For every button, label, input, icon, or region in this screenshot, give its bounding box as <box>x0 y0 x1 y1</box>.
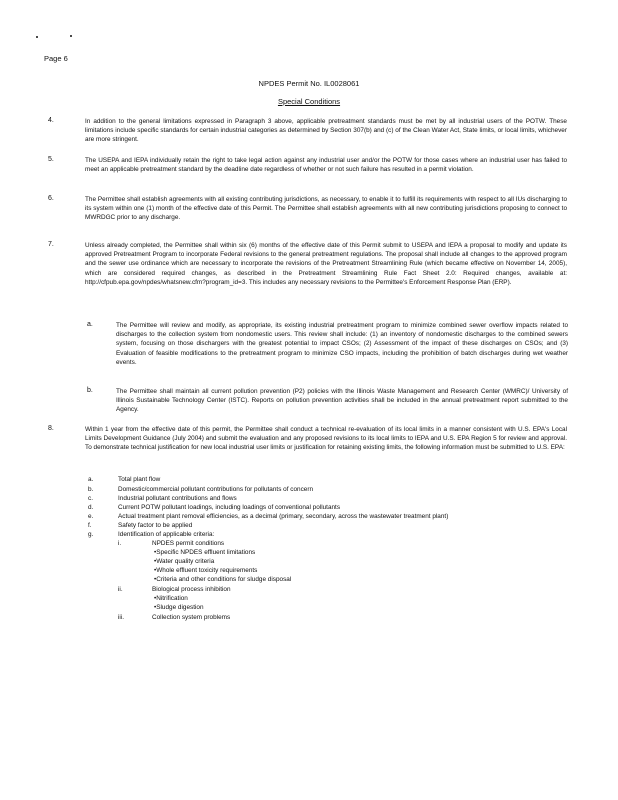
criteria-item: Collection system problems <box>152 614 231 621</box>
paragraph-number: 5. <box>48 156 54 163</box>
bullet-item: •Water quality criteria <box>154 558 215 565</box>
paragraph-number: 6. <box>48 195 54 202</box>
list-letter: d. <box>88 504 94 511</box>
paragraph-text: Within 1 year from the effective date of this permit, the Permittee shall conduct a technical re-evaluation of its local limits in a manner consistent with U.S. EPA's Local Limits Development Guidance (July 2004) and submit the evaluation and any proposed revisions to its local limits to IEPA and U.S. EPA Region 5 for review and approval. To demonstrate technical justification for new local industrial user limits or justification for retaining existing limits, the following information must be submitted to U.S. EPA: <box>85 426 567 452</box>
paragraph-text: Unless already completed, the Permittee shall within six (6) months of the effective date of this Permit submit to USEPA and IEPA a proposal to modify and update its approved Pretreatment Program to incorporate Federal revisions to the general pretreatment regulations. The proposal shall include all changes to the approved program and the sewer use ordinance which are necessary to incorporate the revisions of the Pretreatment Streamlining Rule (which became effective on November 14, 2005), which are considered required changes, as described in the Pretreatment Streamlining Rule Fact Sheet 2.0: Required changes, available at: http://cfpub.epa.gov/npdes/whatsnew.cfm?program_id=3. This includes any necessary revisions to the Permittee's Enforcement Response Plan (ERP). <box>85 242 567 286</box>
bullet-item: •Nitrification <box>154 595 188 602</box>
paragraph-number: 4. <box>48 117 54 124</box>
subparagraph-text: The Permittee shall maintain all current pollution prevention (P2) policies with the Illinois Waste Management and Research Center (WMRC)/ University of Illinois Sustainable Technology Center (ISTC). Reports on pollution prevention activities shall be included in the annual pretreatment report submitted to the Agency. <box>116 388 568 414</box>
criteria-item: Biological process inhibition <box>152 586 231 593</box>
list-letter: e. <box>88 513 94 520</box>
bullet-item: •Sludge digestion <box>154 604 204 611</box>
subparagraph-text: The Permittee will review and modify, as appropriate, its existing industrial pretreatment program to minimize combined sewer overflow impacts related to discharges to the collection system from nondomestic users. This review shall include: (1) an inventory of nondomestic discharges to the combined sewers system, focusing on those dischargers with the greatest potential to impact CSOs; (2) Assessment of the impact of these discharges on CSOs; and (3) Evaluation of feasible modifications to the pretreatment program to minimize CSO impacts, including the prohibition of batch discharges during wet weather events. <box>116 322 568 366</box>
list-item: Domestic/commercial pollutant contributions for pollutants of concern <box>118 486 314 493</box>
page-number: Page 6 <box>44 54 68 63</box>
list-letter: f. <box>88 522 92 529</box>
list-item: Safety factor to be applied <box>118 522 193 529</box>
scan-speck <box>36 36 38 38</box>
subparagraph-number: a. <box>87 321 93 328</box>
list-item: Industrial pollutant contributions and flows <box>118 495 237 502</box>
subparagraph-number: b. <box>87 387 93 394</box>
section-heading: Special Conditions <box>277 97 341 106</box>
list-item: Actual treatment plant removal efficiencies, as a decimal (primary, secondary, across the wastewater treatment plant) <box>118 513 449 520</box>
list-letter: g. <box>88 531 94 538</box>
bullet-item: •Specific NPDES effluent limitations <box>154 549 256 556</box>
paragraph-text: In addition to the general limitations expressed in Paragraph 3 above, applicable pretreatment standards must be met by all industrial users of the POTW. These limitations include specific standards for certain industrial categories as determined by Section 307(b) and (c) of the Clean Water Act, State limits, or local limits, whichever are more stringent. <box>85 118 567 144</box>
list-letter: a. <box>88 476 94 483</box>
list-item: Identification of applicable criteria: <box>118 531 215 538</box>
paragraph-number: 8. <box>48 425 54 432</box>
paragraph-text: The Permittee shall establish agreements with all existing contributing jurisdictions, as necessary, to enable it to fulfill its requirements with respect to all IUs discharging to its system within one (1) month of the effective date of this Permit. The Permittee shall establish agreements with all new contributing jurisdictions proposing to connect to MWRDGC prior to any discharge. <box>85 196 567 222</box>
criteria-item: NPDES permit conditions <box>152 540 225 547</box>
paragraph-number: 7. <box>48 241 54 248</box>
list-letter: c. <box>88 495 93 502</box>
list-letter: b. <box>88 486 94 493</box>
roman-numeral: iii. <box>118 614 125 621</box>
bullet-item: •Whole effluent toxicity requirements <box>154 567 258 574</box>
paragraph-text: The USEPA and IEPA individually retain the right to take legal action against any industrial user and/or the POTW for those cases where an industrial user has failed to meet an applicable pretreatment standard by the deadline date regardless of whether or not such failure has resulted in a permit violation. <box>85 157 567 174</box>
roman-numeral: i. <box>118 540 122 547</box>
list-item: Current POTW pollutant loadings, including loadings of conventional pollutants <box>118 504 341 511</box>
list-item: Total plant flow <box>118 476 161 483</box>
roman-numeral: ii. <box>118 586 123 593</box>
bullet-item: •Criteria and other conditions for sludge disposal <box>154 576 292 583</box>
permit-title: NPDES Permit No. IL0028061 <box>258 79 360 88</box>
scan-speck <box>70 35 72 37</box>
